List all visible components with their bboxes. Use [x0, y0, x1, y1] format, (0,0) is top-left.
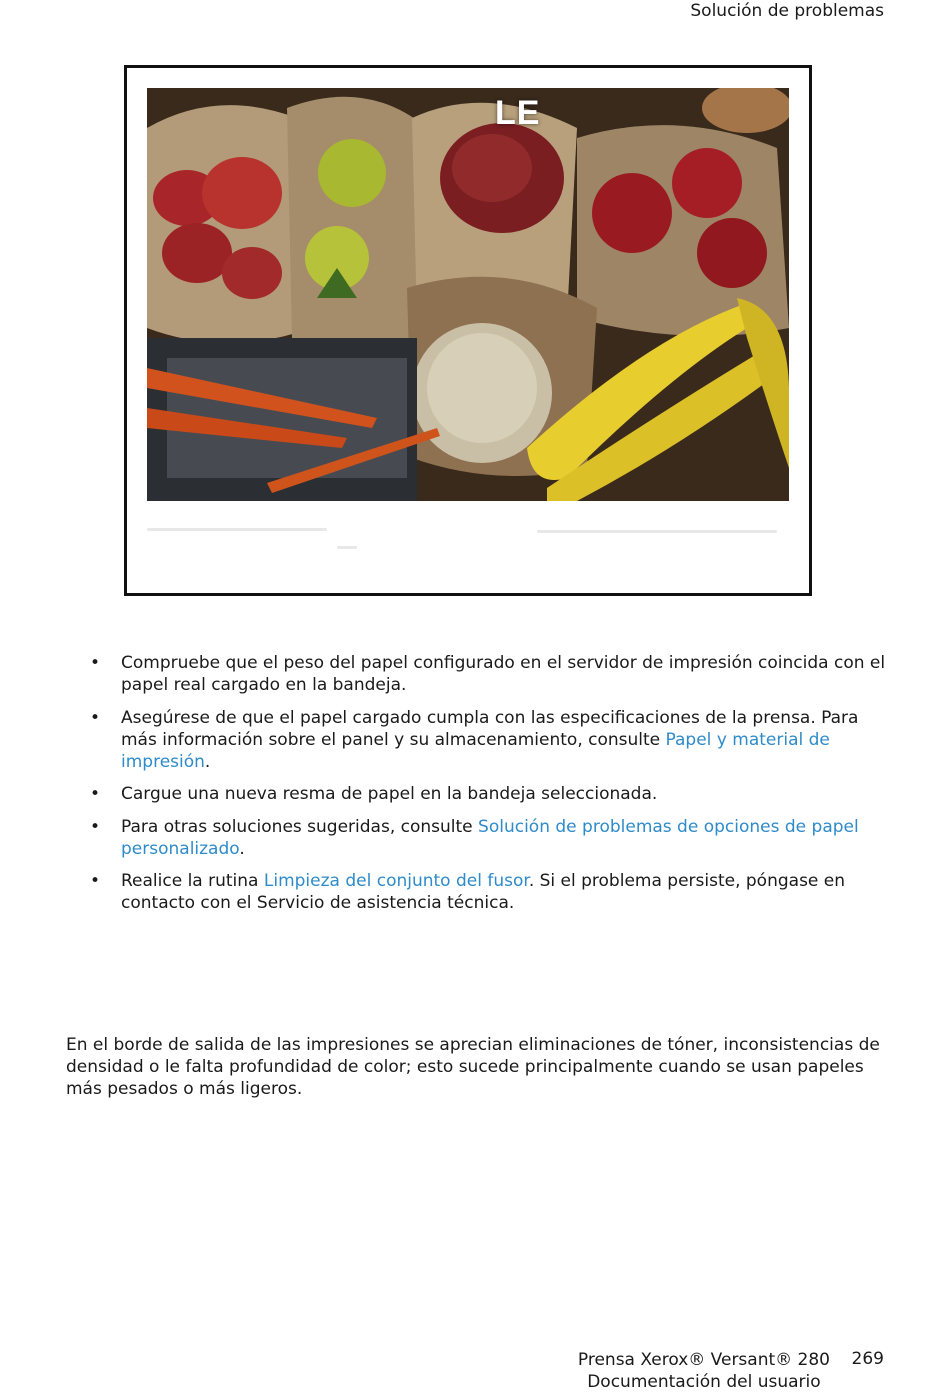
- food-photo-image: [147, 88, 789, 501]
- footer-product-line: Prensa Xerox® Versant® 280: [577, 1350, 830, 1370]
- bullet-item: [88, 816, 888, 860]
- symptom-paragraph: En el borde de salida de las impresiones se aprecian eliminaciones de tóner, inconsistencias de densidad o le falta profundidad de color; esto sucede principalmente cuando se usan papeles más pesados o más ligeros.: [66, 1035, 880, 1099]
- faded-trail-edge: [147, 508, 789, 568]
- bullet-text: Compruebe que el peso del papel configurado en el servidor de impresión coincida con el papel real cargado en la bandeja.: [121, 653, 886, 695]
- bullet-item: [88, 707, 888, 773]
- cross-reference-link[interactable]: Limpieza del conjunto del fusor: [263, 871, 529, 891]
- sample-print-figure: [124, 65, 812, 596]
- page-number: 269: [851, 1349, 884, 1369]
- footer-doc-line: Documentación del usuario: [587, 1372, 821, 1392]
- troubleshooting-bullet-list: [88, 652, 888, 925]
- bullet-item: [88, 652, 888, 696]
- bullet-text: Para otras soluciones sugeridas, consulte: [121, 816, 479, 837]
- footer-doc-info: [578, 1349, 830, 1393]
- bullet-text: Asegúrese de que el papel cargado cumpla con las especificaciones de la prensa. Para más información sobre el panel y su almacenamiento, consulte: [121, 707, 859, 750]
- cross-reference-link[interactable]: Papel y material de impresión: [121, 729, 830, 772]
- cross-reference-link[interactable]: Solución de problemas de opciones de papel personalizado: [121, 816, 859, 859]
- section-title: Solución de problemas: [690, 1, 884, 21]
- bullet-text: Cargue una nueva resma de papel en la bandeja seleccionada.: [121, 784, 658, 804]
- bullet-text: Realice la rutina: [121, 871, 264, 891]
- bullet-text: .: [239, 838, 245, 859]
- bullet-text: .: [204, 751, 211, 772]
- bullet-item: [88, 870, 888, 914]
- photo-caption-mark: LE: [495, 94, 541, 132]
- bullet-text: . Si el problema persiste, póngase en contacto con el Servicio de asistencia técnica.: [121, 871, 846, 913]
- bullet-item: [88, 783, 888, 805]
